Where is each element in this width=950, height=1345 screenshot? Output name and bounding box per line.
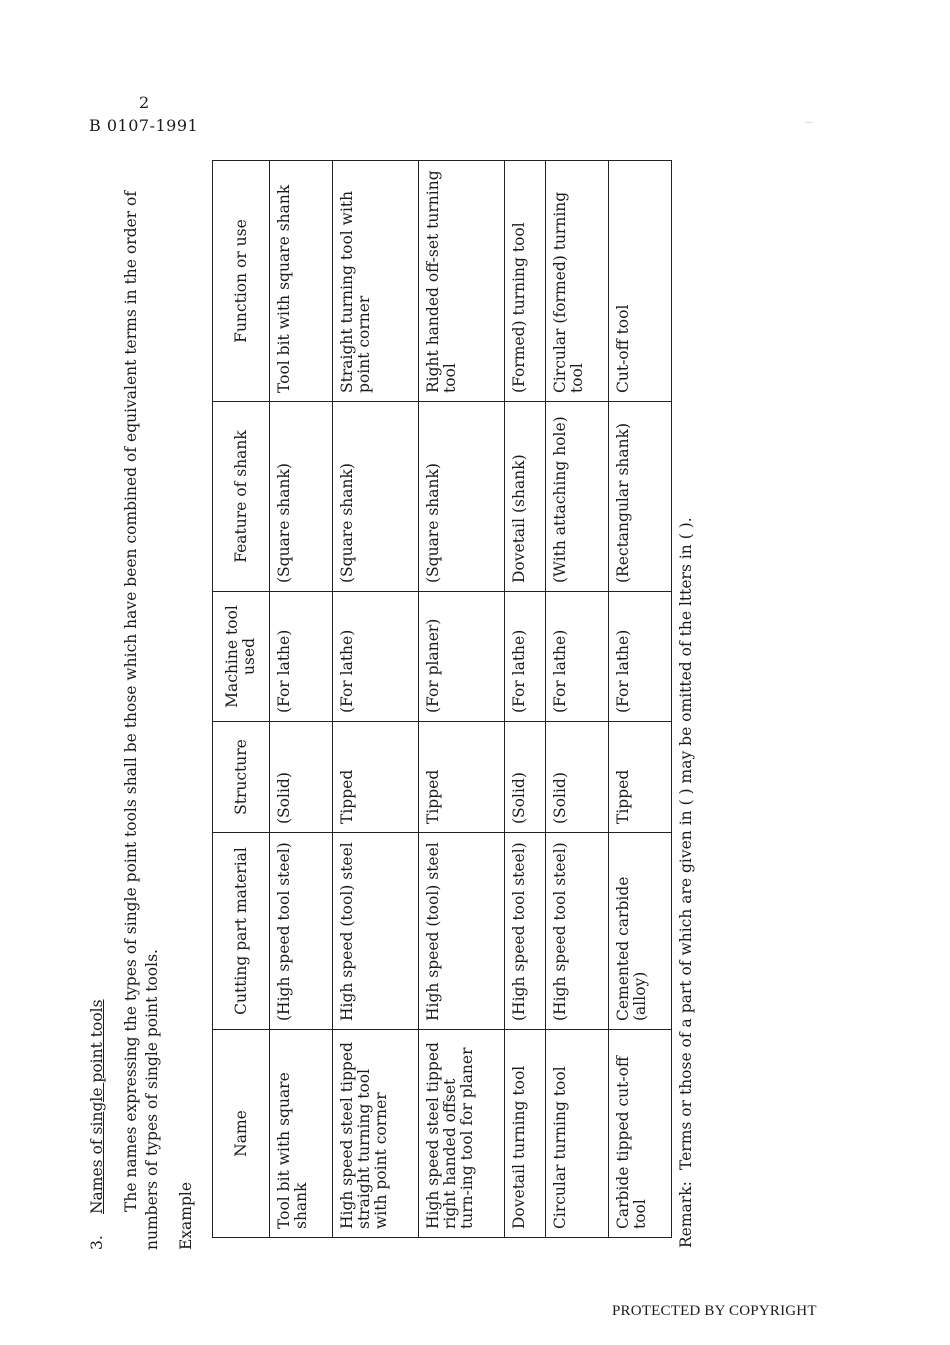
- cell-function: Cut-off tool: [608, 161, 671, 402]
- cell-machine: (For lathe): [333, 592, 419, 722]
- remark-text: Terms or those of a part of which are given in ( ) may be omitted of the ltters in ( ).: [677, 517, 695, 1170]
- table-row: [545, 161, 608, 1238]
- tools-table: [212, 160, 672, 1238]
- section-heading: [88, 999, 106, 1250]
- cell-structure: Tipped: [419, 722, 505, 833]
- cell-material: (High speed tool steel): [505, 833, 545, 1030]
- cell-name: Tool bit with square shank: [270, 1030, 333, 1238]
- cell-machine: (For planer): [419, 592, 505, 722]
- cell-material: (High speed tool steel): [270, 833, 333, 1030]
- cell-name: Dovetail turning tool: [505, 1030, 545, 1238]
- cell-material: (High speed tool steel): [545, 833, 608, 1030]
- document-code: B 0107-1991: [89, 116, 199, 135]
- cell-function: Right handed off-set turning tool: [419, 161, 505, 402]
- cell-structure: (Solid): [545, 722, 608, 833]
- cell-material: Cemented carbide (alloy): [608, 833, 671, 1030]
- cell-material: High speed (tool) steel: [333, 833, 419, 1030]
- cell-shank: (With attaching hole): [545, 402, 608, 592]
- cell-machine: (For lathe): [505, 592, 545, 722]
- cell-shank: (Square shank): [333, 402, 419, 592]
- cell-function: Circular (formed) turning tool: [545, 161, 608, 402]
- section-title: Names of single point tools: [88, 999, 106, 1214]
- cell-name: High speed steel tipped straight turning tool with point corner: [333, 1030, 419, 1238]
- cell-name: High speed steel tipped right handed offset turn-ing tool for planer: [419, 1030, 505, 1238]
- cell-machine: (For lathe): [270, 592, 333, 722]
- header-name: Name: [213, 1030, 270, 1238]
- rotated-content: [70, 140, 695, 1250]
- cell-structure: (Solid): [270, 722, 333, 833]
- section-number: 3.: [88, 1235, 106, 1250]
- table-row: [608, 161, 671, 1238]
- cell-structure: Tipped: [333, 722, 419, 833]
- cell-function: Straight turning tool with point corner: [333, 161, 419, 402]
- cell-machine: (For lathe): [608, 592, 671, 722]
- cell-shank: (Rectangular shank): [608, 402, 671, 592]
- cell-function: Tool bit with square shank: [270, 161, 333, 402]
- table-row: [270, 161, 333, 1238]
- remark: [677, 517, 695, 1248]
- cell-name: Circular turning tool: [545, 1030, 608, 1238]
- header-cutting-material: Cutting part material: [213, 833, 270, 1030]
- table-row: [333, 161, 419, 1238]
- cell-structure: Tipped: [608, 722, 671, 833]
- cell-material: High speed (tool) steel: [419, 833, 505, 1030]
- cell-function: (Formed) turning tool: [505, 161, 545, 402]
- copyright-notice: PROTECTED BY COPYRIGHT: [612, 1303, 817, 1319]
- cell-structure: (Solid): [505, 722, 545, 833]
- table-row: [419, 161, 505, 1238]
- cell-name: Carbide tipped cut-off tool: [608, 1030, 671, 1238]
- header-function: Function or use: [213, 161, 270, 402]
- example-label: Example: [177, 1181, 195, 1250]
- cell-machine: (For lathe): [545, 592, 608, 722]
- header-structure: Structure: [213, 722, 270, 833]
- page-number: 2: [139, 93, 150, 112]
- table-header-row: [213, 161, 270, 1238]
- scan-artifact: [805, 122, 813, 123]
- header-shank-feature: Feature of shank: [213, 402, 270, 592]
- intro-paragraph: The names expressing the types of single point tools shall be those which have been combined of equivalent terms in the order of numbers of types of single point tools.: [122, 190, 161, 1250]
- cell-shank: Dovetail (shank): [505, 402, 545, 592]
- cell-shank: (Square shank): [270, 402, 333, 592]
- cell-shank: (Square shank): [419, 402, 505, 592]
- table-row: [505, 161, 545, 1238]
- header-machine-tool: Machine tool used: [213, 592, 270, 722]
- remark-label: Remark:: [677, 1181, 695, 1248]
